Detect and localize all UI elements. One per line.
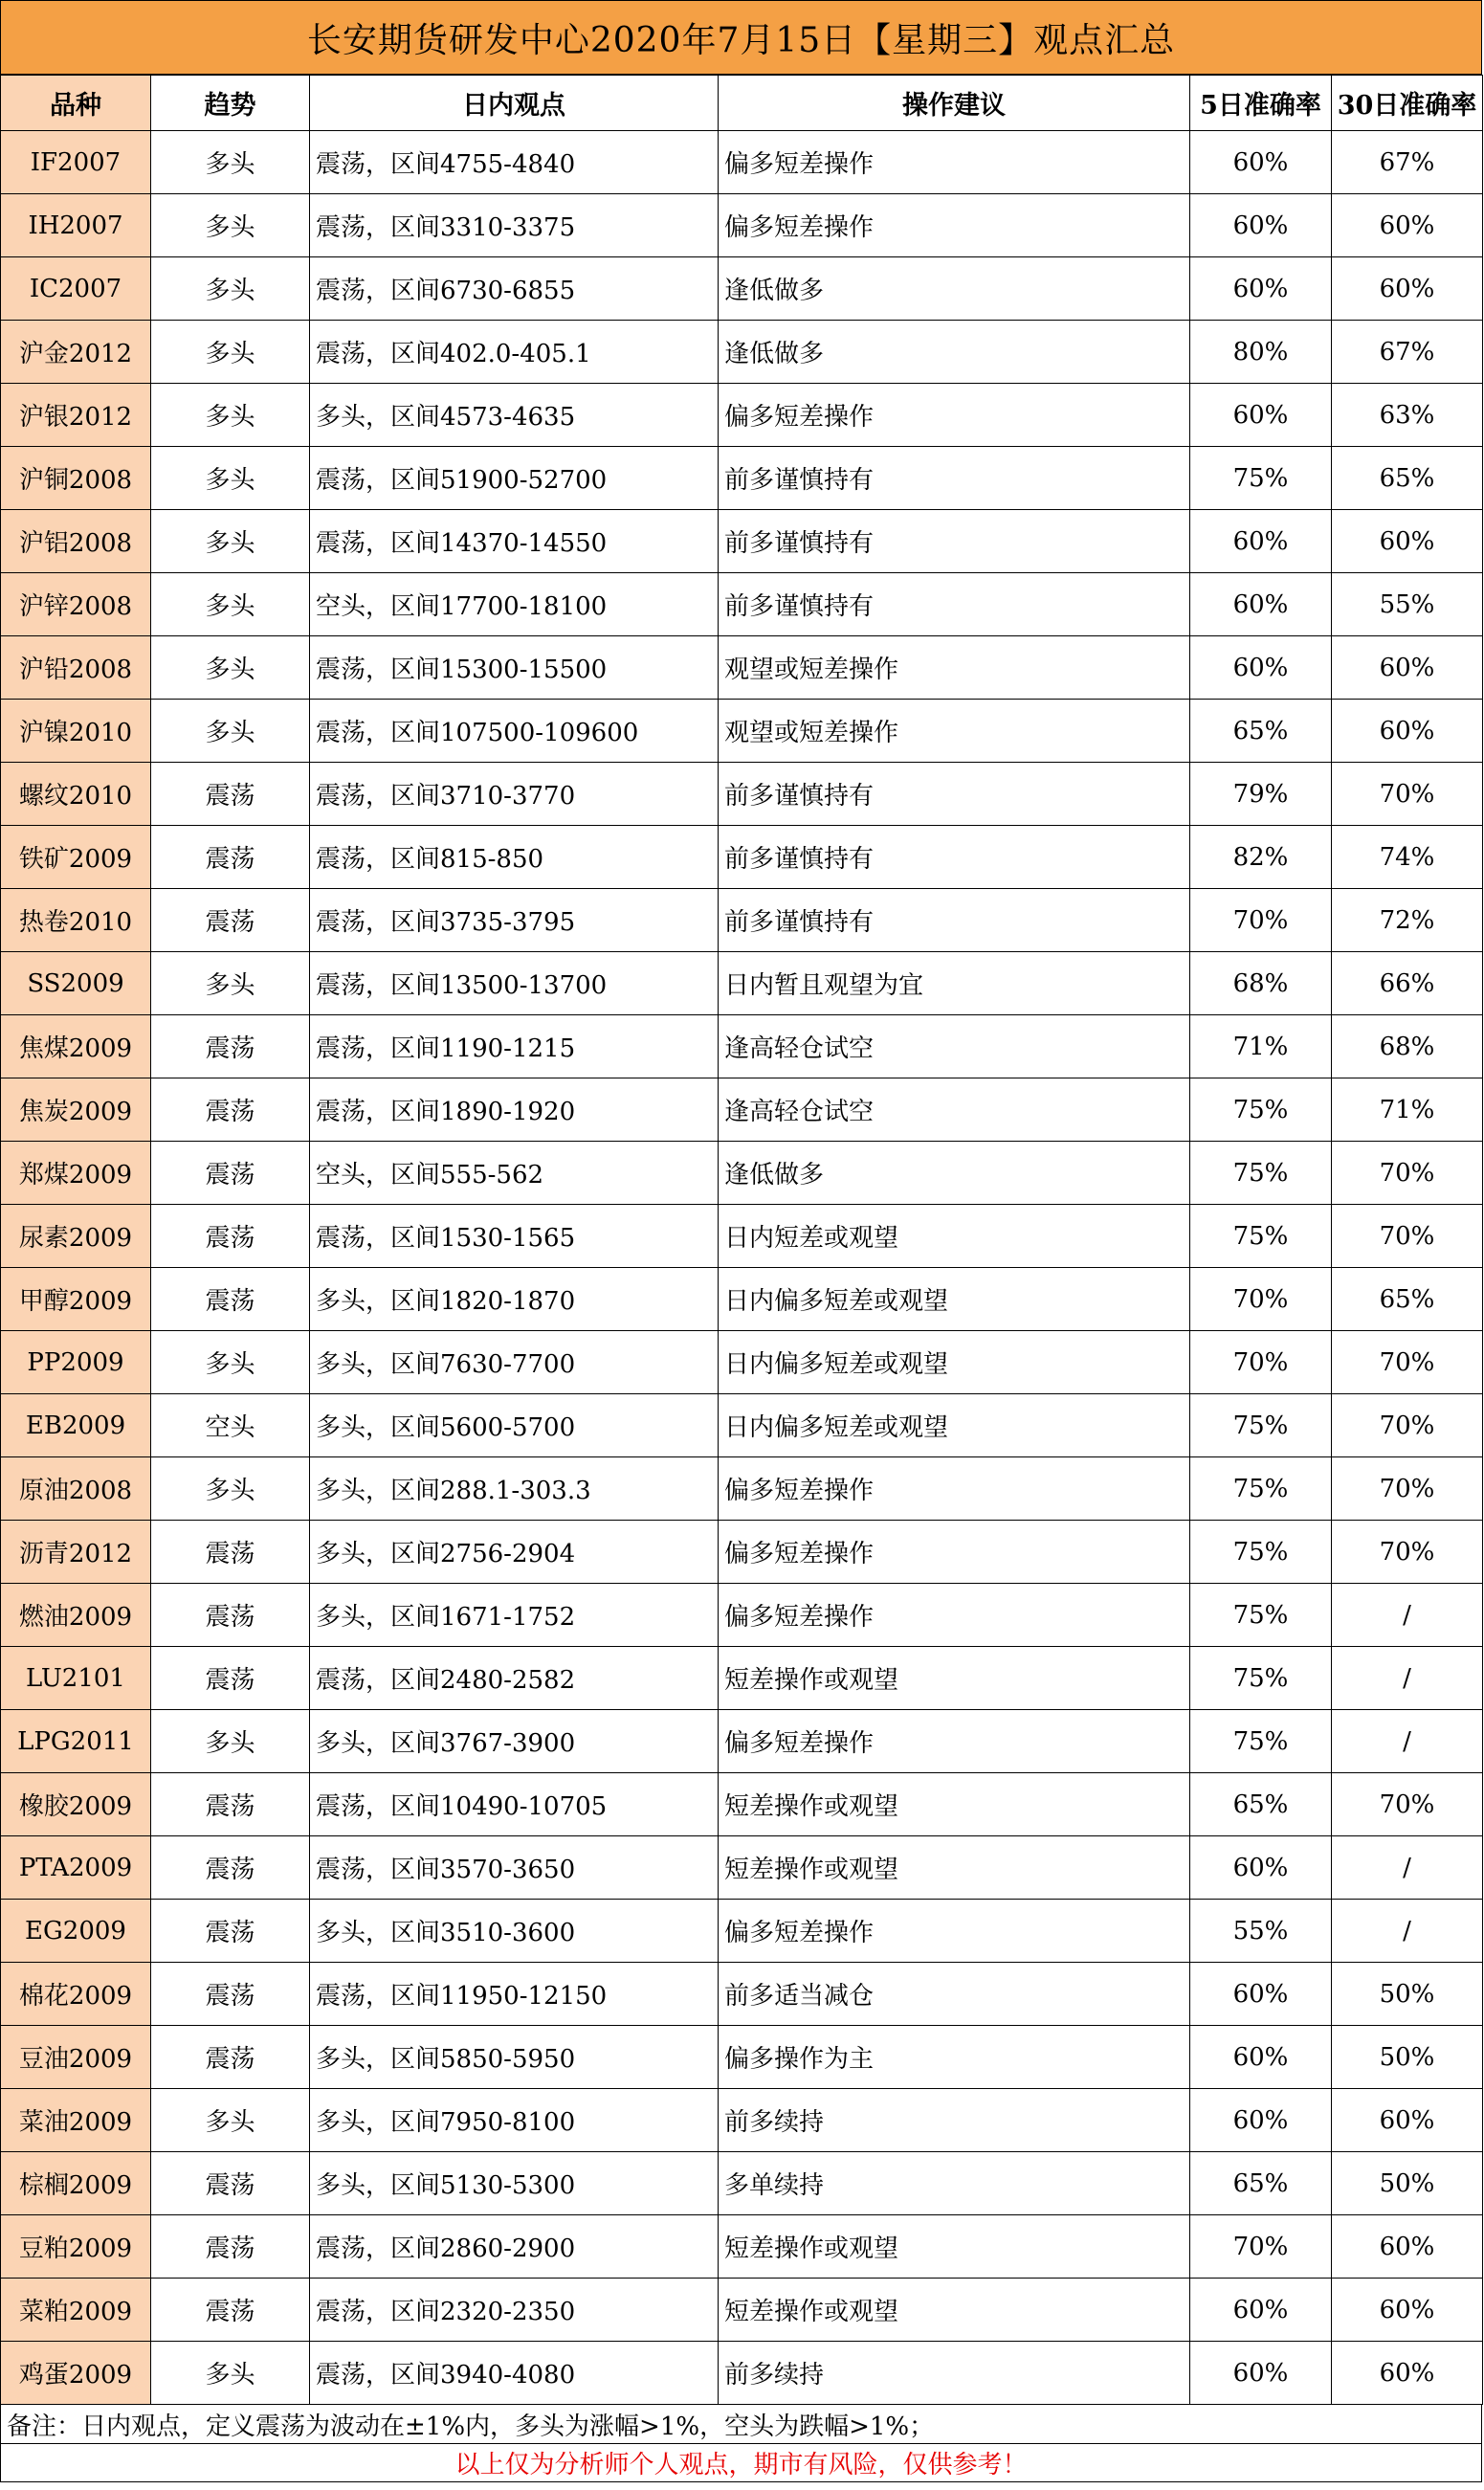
cell-trend: 震荡 [151,1078,310,1142]
cell-advice: 偏多操作为主 [719,2026,1190,2089]
cell-intraday: 多头，区间4573-4635 [310,384,719,447]
cell-intraday: 震荡，区间3570-3650 [310,1836,719,1900]
table-row [1,1584,1483,1647]
table-row [1,1394,1483,1457]
cell-variety: 沪银2012 [1,384,151,447]
cell-advice: 逢低做多 [719,321,1190,384]
cell-variety: 沪镍2010 [1,700,151,763]
table-row [1,2279,1483,2342]
cell-acc30: 70% [1332,1142,1483,1205]
cell-variety: 沥青2012 [1,1521,151,1584]
cell-variety: 沪铅2008 [1,636,151,700]
cell-acc5: 70% [1190,2215,1332,2279]
cell-trend: 多头 [151,194,310,257]
cell-acc5: 60% [1190,2279,1332,2342]
cell-trend: 震荡 [151,889,310,952]
cell-trend: 震荡 [151,1900,310,1963]
cell-acc30: 70% [1332,763,1483,826]
cell-advice: 日内偏多短差或观望 [719,1268,1190,1331]
cell-intraday: 震荡，区间1190-1215 [310,1015,719,1078]
cell-acc5: 60% [1190,1963,1332,2026]
table-row [1,510,1483,573]
cell-advice: 逢低做多 [719,257,1190,321]
cell-acc30: 50% [1332,1963,1483,2026]
table-row [1,889,1483,952]
cell-acc5: 75% [1190,447,1332,510]
cell-acc5: 75% [1190,1078,1332,1142]
cell-advice: 偏多短差操作 [719,131,1190,194]
cell-acc30: 70% [1332,1331,1483,1394]
cell-intraday: 空头，区间17700-18100 [310,573,719,636]
table-row [1,194,1483,257]
cell-variety: 铁矿2009 [1,826,151,889]
cell-acc5: 65% [1190,1773,1332,1836]
cell-trend: 多头 [151,257,310,321]
cell-acc30: 63% [1332,384,1483,447]
cell-acc5: 75% [1190,1394,1332,1457]
cell-intraday: 多头，区间1671-1752 [310,1584,719,1647]
cell-acc5: 75% [1190,1647,1332,1710]
cell-variety: PTA2009 [1,1836,151,1900]
cell-intraday: 多头，区间288.1-303.3 [310,1457,719,1521]
cell-acc30: 67% [1332,321,1483,384]
cell-acc5: 60% [1190,2026,1332,2089]
cell-advice: 多单续持 [719,2152,1190,2215]
table-row [1,1521,1483,1584]
cell-advice: 偏多短差操作 [719,1710,1190,1773]
cell-trend: 多头 [151,1710,310,1773]
cell-advice: 偏多短差操作 [719,194,1190,257]
cell-acc30: 72% [1332,889,1483,952]
cell-acc5: 75% [1190,1457,1332,1521]
cell-acc5: 79% [1190,763,1332,826]
cell-acc5: 60% [1190,2342,1332,2405]
cell-variety: 尿素2009 [1,1205,151,1268]
cell-acc30: 60% [1332,2215,1483,2279]
cell-acc5: 70% [1190,889,1332,952]
cell-intraday: 震荡，区间51900-52700 [310,447,719,510]
cell-trend: 空头 [151,1394,310,1457]
cell-variety: SS2009 [1,952,151,1015]
cell-advice: 逢高轻仓试空 [719,1015,1190,1078]
cell-advice: 前多谨慎持有 [719,510,1190,573]
cell-acc30: 60% [1332,510,1483,573]
cell-intraday: 震荡，区间6730-6855 [310,257,719,321]
cell-variety: 棕榈2009 [1,2152,151,2215]
cell-variety: 菜油2009 [1,2089,151,2152]
cell-acc30: 70% [1332,1457,1483,1521]
cell-acc30: 60% [1332,2279,1483,2342]
header-row [1,76,1483,131]
cell-acc5: 60% [1190,510,1332,573]
cell-intraday: 多头，区间5130-5300 [310,2152,719,2215]
cell-acc30: / [1332,1836,1483,1900]
cell-acc5: 65% [1190,700,1332,763]
cell-variety: 橡胶2009 [1,1773,151,1836]
cell-advice: 前多谨慎持有 [719,573,1190,636]
cell-acc5: 75% [1190,1142,1332,1205]
cell-advice: 前多续持 [719,2342,1190,2405]
cell-advice: 日内偏多短差或观望 [719,1394,1190,1457]
cell-acc30: 60% [1332,636,1483,700]
cell-trend: 多头 [151,2342,310,2405]
cell-advice: 偏多短差操作 [719,1457,1190,1521]
cell-intraday: 震荡，区间2480-2582 [310,1647,719,1710]
table-row [1,573,1483,636]
cell-trend: 震荡 [151,1836,310,1900]
table-row [1,2026,1483,2089]
cell-intraday: 多头，区间3510-3600 [310,1900,719,1963]
cell-acc5: 70% [1190,1268,1332,1331]
cell-acc30: 70% [1332,1205,1483,1268]
cell-acc30: 55% [1332,573,1483,636]
cell-variety: 原油2008 [1,1457,151,1521]
cell-acc5: 60% [1190,2089,1332,2152]
cell-intraday: 多头，区间5850-5950 [310,2026,719,2089]
cell-acc5: 68% [1190,952,1332,1015]
cell-trend: 多头 [151,952,310,1015]
table-row [1,1268,1483,1331]
cell-advice: 逢低做多 [719,1142,1190,1205]
cell-advice: 日内短差或观望 [719,1205,1190,1268]
cell-intraday: 震荡，区间15300-15500 [310,636,719,700]
cell-trend: 多头 [151,636,310,700]
cell-acc5: 80% [1190,321,1332,384]
cell-variety: LPG2011 [1,1710,151,1773]
cell-intraday: 多头，区间7950-8100 [310,2089,719,2152]
cell-acc30: 70% [1332,1394,1483,1457]
cell-acc30: / [1332,1900,1483,1963]
cell-trend: 震荡 [151,1647,310,1710]
cell-advice: 短差操作或观望 [719,2215,1190,2279]
header-acc5: 5日准确率 [1190,76,1332,131]
cell-intraday: 空头，区间555-562 [310,1142,719,1205]
cell-variety: 焦炭2009 [1,1078,151,1142]
cell-trend: 多头 [151,510,310,573]
cell-acc30: 70% [1332,1773,1483,1836]
cell-acc30: 60% [1332,257,1483,321]
cell-trend: 震荡 [151,1142,310,1205]
cell-acc30: 65% [1332,447,1483,510]
cell-trend: 多头 [151,700,310,763]
cell-trend: 多头 [151,321,310,384]
footnote: 备注：日内观点，定义震荡为波动在±1%内，多头为涨幅>1%，空头为跌幅>1%； [0,2405,1482,2444]
cell-variety: IH2007 [1,194,151,257]
cell-intraday: 震荡，区间1890-1920 [310,1078,719,1142]
cell-intraday: 震荡，区间2860-2900 [310,2215,719,2279]
cell-acc30: 60% [1332,2089,1483,2152]
table-row [1,952,1483,1015]
cell-acc30: 71% [1332,1078,1483,1142]
cell-advice: 逢高轻仓试空 [719,1078,1190,1142]
cell-acc5: 71% [1190,1015,1332,1078]
table-row [1,636,1483,700]
cell-variety: 鸡蛋2009 [1,2342,151,2405]
cell-trend: 震荡 [151,763,310,826]
cell-advice: 前多续持 [719,2089,1190,2152]
cell-acc5: 75% [1190,1521,1332,1584]
cell-acc30: 70% [1332,1521,1483,1584]
cell-acc5: 60% [1190,131,1332,194]
table-row [1,1331,1483,1394]
cell-acc5: 82% [1190,826,1332,889]
cell-variety: 豆油2009 [1,2026,151,2089]
cell-advice: 偏多短差操作 [719,384,1190,447]
cell-intraday: 震荡，区间815-850 [310,826,719,889]
cell-trend: 震荡 [151,1205,310,1268]
cell-acc5: 65% [1190,2152,1332,2215]
cell-acc30: / [1332,1710,1483,1773]
cell-intraday: 震荡，区间3310-3375 [310,194,719,257]
table-row [1,131,1483,194]
cell-advice: 短差操作或观望 [719,1773,1190,1836]
cell-acc5: 60% [1190,194,1332,257]
cell-acc5: 55% [1190,1900,1332,1963]
table-row [1,447,1483,510]
cell-acc30: 74% [1332,826,1483,889]
cell-variety: 焦煤2009 [1,1015,151,1078]
table-body [1,131,1483,2405]
cell-intraday: 震荡，区间402.0-405.1 [310,321,719,384]
views-table [0,75,1483,2405]
cell-variety: 热卷2010 [1,889,151,952]
cell-advice: 前多谨慎持有 [719,447,1190,510]
cell-variety: PP2009 [1,1331,151,1394]
cell-advice: 前多谨慎持有 [719,826,1190,889]
cell-variety: 燃油2009 [1,1584,151,1647]
cell-acc30: 60% [1332,700,1483,763]
cell-acc5: 60% [1190,257,1332,321]
cell-acc30: 60% [1332,2342,1483,2405]
cell-variety: EB2009 [1,1394,151,1457]
table-row [1,321,1483,384]
table-row [1,1900,1483,1963]
table-row [1,384,1483,447]
cell-trend: 多头 [151,1331,310,1394]
cell-advice: 偏多短差操作 [719,1521,1190,1584]
cell-intraday: 震荡，区间1530-1565 [310,1205,719,1268]
cell-acc30: 68% [1332,1015,1483,1078]
cell-intraday: 震荡，区间11950-12150 [310,1963,719,2026]
cell-intraday: 多头，区间2756-2904 [310,1521,719,1584]
table-row [1,763,1483,826]
cell-acc5: 60% [1190,573,1332,636]
cell-variety: 螺纹2010 [1,763,151,826]
table-row [1,2215,1483,2279]
cell-trend: 震荡 [151,1015,310,1078]
cell-variety: IF2007 [1,131,151,194]
cell-variety: 郑煤2009 [1,1142,151,1205]
table-row [1,257,1483,321]
cell-trend: 震荡 [151,1773,310,1836]
cell-variety: 菜粕2009 [1,2279,151,2342]
cell-advice: 偏多短差操作 [719,1900,1190,1963]
cell-acc30: 65% [1332,1268,1483,1331]
cell-acc5: 70% [1190,1331,1332,1394]
cell-trend: 多头 [151,2089,310,2152]
cell-acc5: 60% [1190,636,1332,700]
table-row [1,1078,1483,1142]
cell-advice: 短差操作或观望 [719,2279,1190,2342]
cell-acc5: 75% [1190,1710,1332,1773]
table-row [1,1710,1483,1773]
cell-advice: 短差操作或观望 [719,1836,1190,1900]
cell-variety: 棉花2009 [1,1963,151,2026]
cell-acc5: 60% [1190,384,1332,447]
cell-variety: 沪铜2008 [1,447,151,510]
header-intraday: 日内观点 [310,76,719,131]
cell-trend: 震荡 [151,2152,310,2215]
table-row [1,1773,1483,1836]
cell-acc30: 66% [1332,952,1483,1015]
disclaimer: 以上仅为分析师个人观点，期市有风险，仅供参考！ [0,2444,1482,2482]
cell-advice: 日内偏多短差或观望 [719,1331,1190,1394]
cell-intraday: 震荡，区间2320-2350 [310,2279,719,2342]
cell-acc5: 75% [1190,1205,1332,1268]
cell-acc30: 67% [1332,131,1483,194]
cell-trend: 震荡 [151,2279,310,2342]
cell-variety: 沪锌2008 [1,573,151,636]
table-row [1,826,1483,889]
cell-intraday: 震荡，区间13500-13700 [310,952,719,1015]
cell-advice: 前多适当减仓 [719,1963,1190,2026]
cell-trend: 多头 [151,131,310,194]
header-advice: 操作建议 [719,76,1190,131]
cell-intraday: 多头，区间1820-1870 [310,1268,719,1331]
cell-intraday: 震荡，区间3735-3795 [310,889,719,952]
cell-advice: 前多谨慎持有 [719,889,1190,952]
cell-acc30: 60% [1332,194,1483,257]
cell-acc30: 50% [1332,2026,1483,2089]
cell-trend: 震荡 [151,1584,310,1647]
cell-acc5: 60% [1190,1836,1332,1900]
table-row [1,1205,1483,1268]
cell-acc30: 50% [1332,2152,1483,2215]
cell-acc30: / [1332,1584,1483,1647]
cell-advice: 短差操作或观望 [719,1647,1190,1710]
cell-intraday: 震荡，区间10490-10705 [310,1773,719,1836]
header-variety: 品种 [1,76,151,131]
cell-advice: 观望或短差操作 [719,636,1190,700]
cell-intraday: 多头，区间3767-3900 [310,1710,719,1773]
table-row [1,700,1483,763]
cell-intraday: 震荡，区间107500-109600 [310,700,719,763]
cell-acc5: 75% [1190,1584,1332,1647]
cell-intraday: 震荡，区间3710-3770 [310,763,719,826]
table-row [1,2342,1483,2405]
cell-advice: 观望或短差操作 [719,700,1190,763]
cell-trend: 震荡 [151,2215,310,2279]
cell-variety: EG2009 [1,1900,151,1963]
cell-intraday: 震荡，区间3940-4080 [310,2342,719,2405]
table-row [1,1836,1483,1900]
table-row [1,1647,1483,1710]
cell-variety: IC2007 [1,257,151,321]
header-trend: 趋势 [151,76,310,131]
table-row [1,1015,1483,1078]
cell-variety: 豆粕2009 [1,2215,151,2279]
cell-variety: 沪金2012 [1,321,151,384]
page-title: 长安期货研发中心2020年7月15日【星期三】观点汇总 [0,0,1482,75]
cell-trend: 多头 [151,447,310,510]
cell-acc30: / [1332,1647,1483,1710]
cell-advice: 前多谨慎持有 [719,763,1190,826]
cell-advice: 日内暂且观望为宜 [719,952,1190,1015]
cell-trend: 震荡 [151,1268,310,1331]
cell-intraday: 多头，区间7630-7700 [310,1331,719,1394]
table-row [1,2089,1483,2152]
cell-intraday: 震荡，区间4755-4840 [310,131,719,194]
cell-advice: 偏多短差操作 [719,1584,1190,1647]
header-acc30: 30日准确率 [1332,76,1483,131]
cell-variety: LU2101 [1,1647,151,1710]
cell-trend: 震荡 [151,1521,310,1584]
cell-trend: 多头 [151,573,310,636]
table-row [1,1457,1483,1521]
cell-trend: 多头 [151,384,310,447]
cell-variety: 甲醇2009 [1,1268,151,1331]
table-row [1,1963,1483,2026]
cell-intraday: 多头，区间5600-5700 [310,1394,719,1457]
cell-intraday: 震荡，区间14370-14550 [310,510,719,573]
cell-trend: 震荡 [151,2026,310,2089]
cell-trend: 多头 [151,1457,310,1521]
cell-trend: 震荡 [151,826,310,889]
cell-trend: 震荡 [151,1963,310,2026]
table-row [1,2152,1483,2215]
cell-variety: 沪铝2008 [1,510,151,573]
table-row [1,1142,1483,1205]
